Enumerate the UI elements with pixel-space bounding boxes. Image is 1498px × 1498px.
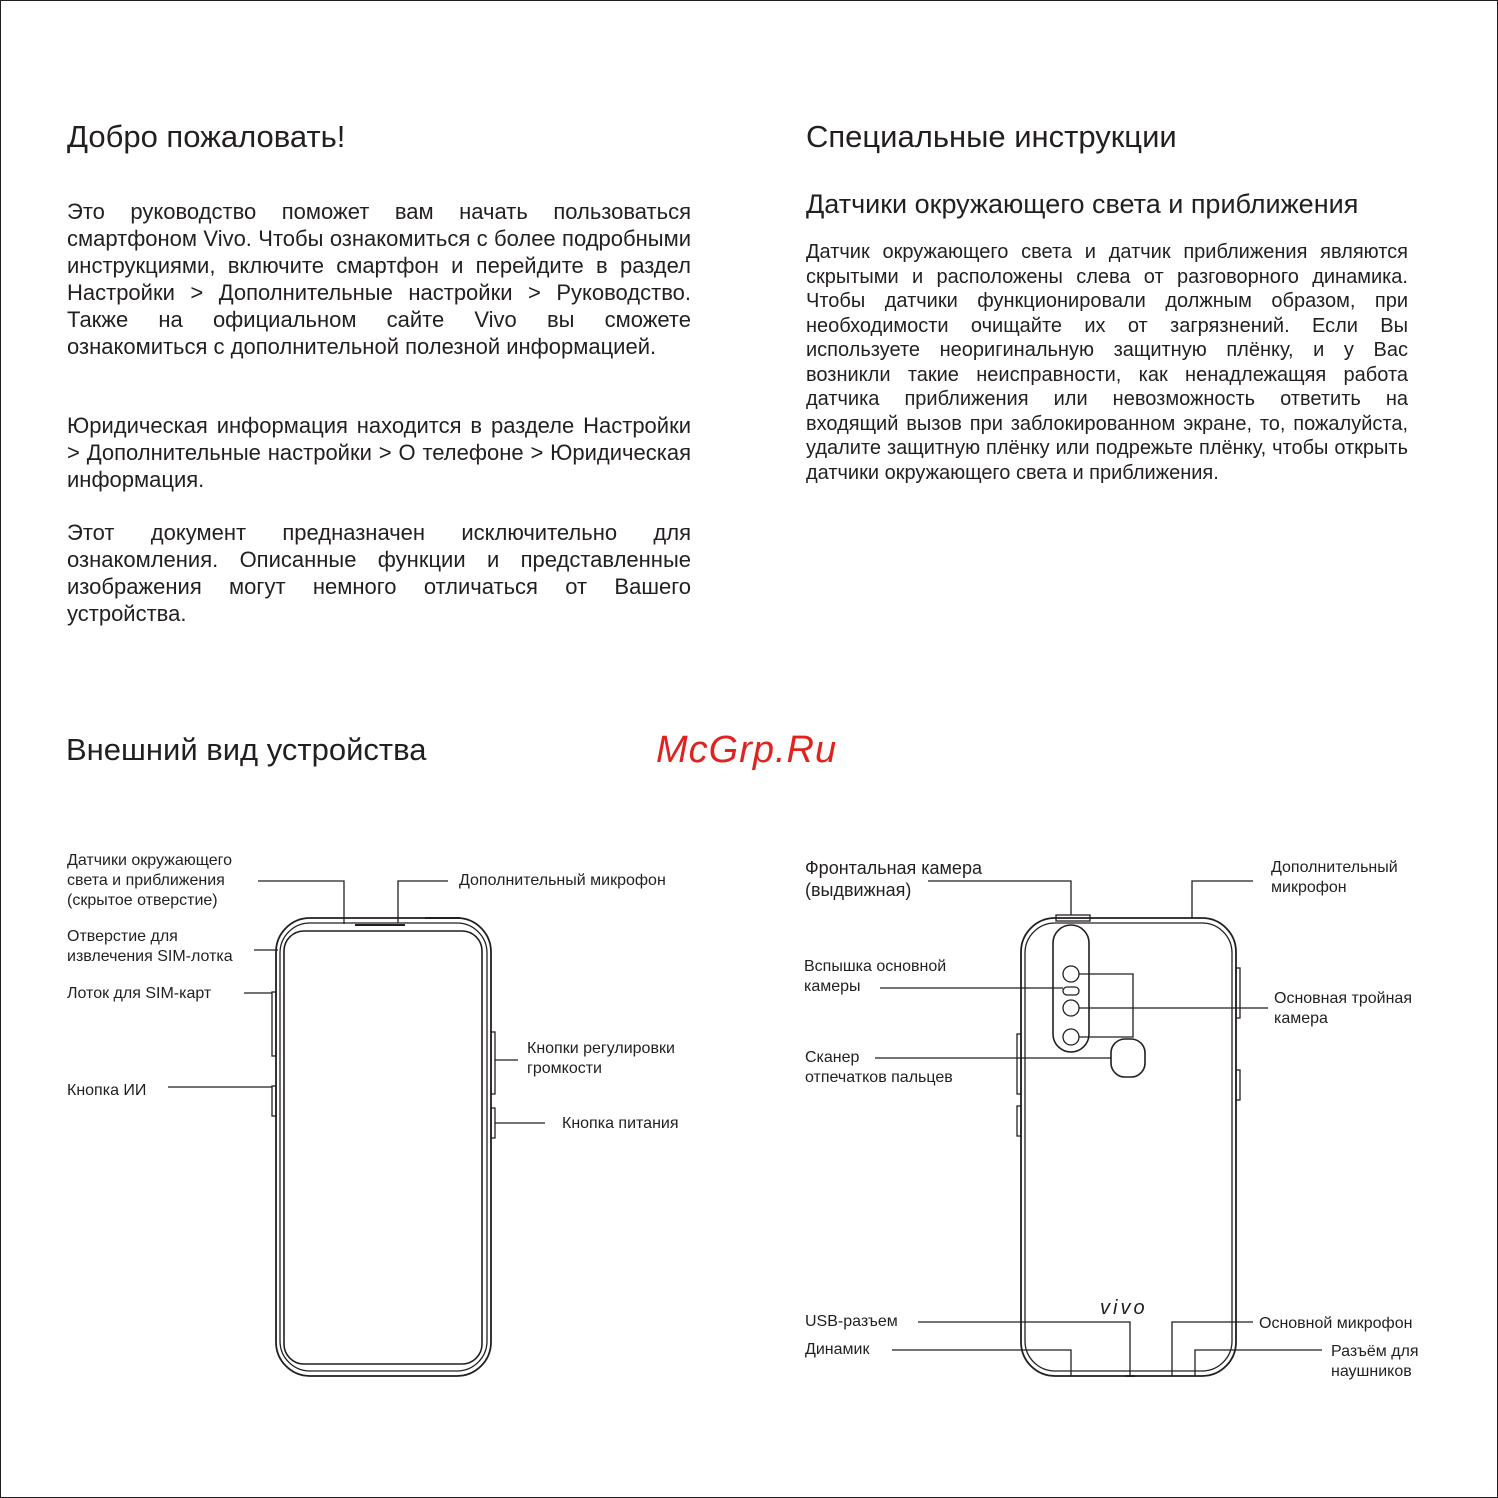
label-extra-mic-back: Дополнительный микрофон bbox=[1271, 859, 1398, 896]
appearance-title: Внешний вид устройства bbox=[66, 732, 427, 767]
label-sim-tray: Лоток для SIM-карт bbox=[67, 985, 212, 1002]
welcome-title: Добро пожаловать! bbox=[67, 119, 346, 154]
sensors-paragraph: Датчик окружающего света и датчик приближения являются скрытыми и расположены слева от разговорного динамика. Чтобы датчики функционировали должным образом, при необходимости очищайте их от загрязнений. Если Вы используете неоригинальную защитную плёнку, и у Вас возникли такие неисправности, как ненадлежащяя работа датчика приближения или невозможность ответить на входящий вызов при заблокированном экране, то, пожалуйста, удалите защитную плёнку или подрежьте плёнку, чтобы открыть датчики окружающего света и приближения. bbox=[806, 241, 1408, 484]
label-sensors: Датчики окружающего света и приближения (скрытое отверстие) bbox=[67, 852, 233, 909]
vivo-logo: vivo bbox=[1100, 1297, 1148, 1319]
welcome-paragraph-1: Это руководство поможет вам начать пользоваться смартфоном Vivo. Чтобы ознакомиться с более подробными инструкциями, включите смартфон и перейдите в раздел Настройки > Дополнительные настройки > Руководство. Также на официальном сайте Vivo вы сможете ознакомиться с дополнительной полезной информацией. bbox=[67, 199, 691, 359]
special-title: Специальные инструкции bbox=[806, 119, 1177, 154]
label-headphone: Разъём для наушников bbox=[1331, 1343, 1419, 1380]
sensors-subtitle: Датчики окружающего света и приближения bbox=[806, 189, 1359, 219]
label-front-camera: Фронтальная камера (выдвижная) bbox=[805, 858, 982, 900]
welcome-paragraph-3: Этот документ предназначен исключительно для ознакомления. Описанные функции и представленные изображения могут немного отличаться от Вашего устройства. bbox=[67, 520, 691, 626]
label-usb: USB-разъем bbox=[805, 1313, 898, 1330]
label-flash: Вспышка основной камеры bbox=[804, 958, 947, 995]
label-ai-button: Кнопка ИИ bbox=[67, 1082, 147, 1099]
label-triple-camera: Основная тройная камера bbox=[1274, 990, 1412, 1027]
label-extra-mic-front: Дополнительный микрофон bbox=[459, 872, 666, 889]
label-sim-hole: Отверстие для извлечения SIM-лотка bbox=[67, 928, 233, 965]
label-power: Кнопка питания bbox=[562, 1115, 679, 1132]
watermark: McGrp.Ru bbox=[656, 729, 838, 771]
welcome-paragraph-2: Юридическая информация находится в разделе Настройки > Дополнительные настройки > О телефоне > Юридическая информация. bbox=[67, 413, 691, 492]
label-volume: Кнопки регулировки громкости bbox=[527, 1040, 675, 1077]
label-scanner: Сканер отпечатков пальцев bbox=[805, 1049, 953, 1086]
label-main-mic: Основной микрофон bbox=[1259, 1315, 1413, 1332]
label-speaker: Динамик bbox=[805, 1341, 870, 1358]
